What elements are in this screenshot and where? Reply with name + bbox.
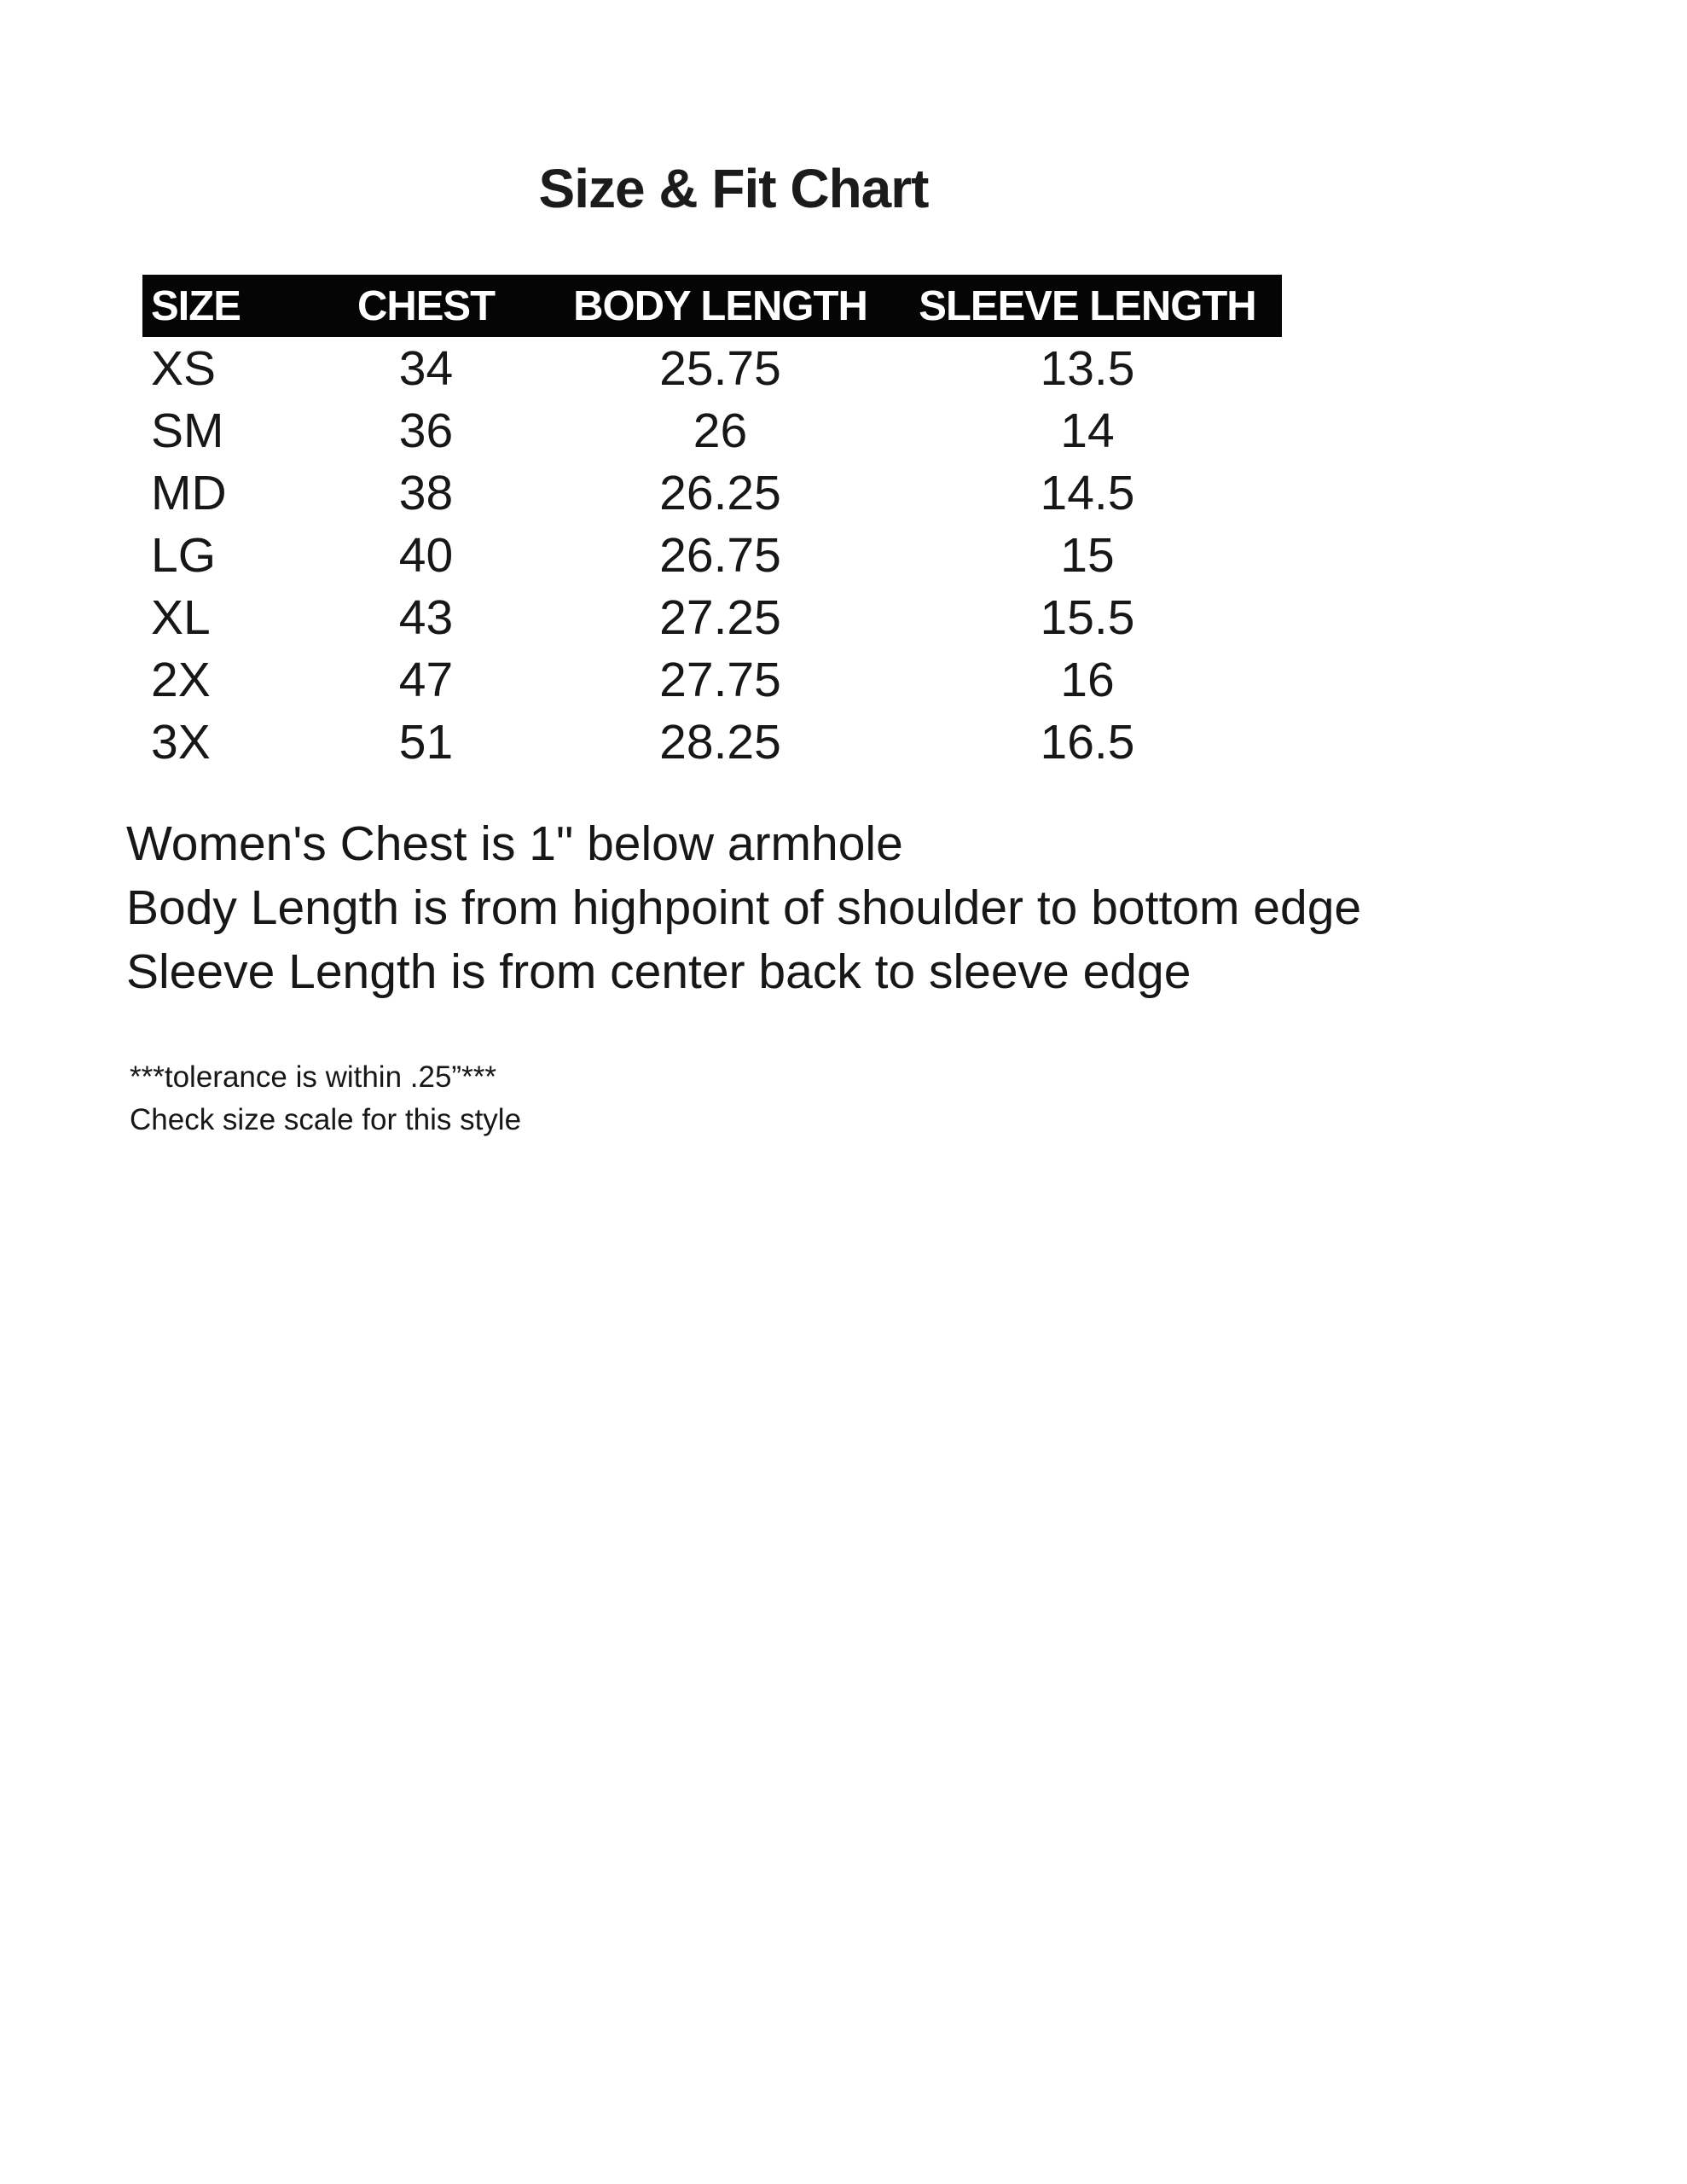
cell-size: 3X: [151, 714, 211, 770]
cell-body: 25.75: [659, 340, 781, 396]
cell-chest: 34: [398, 340, 454, 396]
footnote-tolerance: ***tolerance is within .25”***: [130, 1060, 496, 1094]
cell-body: 27.75: [659, 652, 781, 707]
cell-body: 28.25: [659, 714, 781, 770]
table-row: [142, 399, 1282, 462]
cell-size: 2X: [151, 652, 211, 707]
cell-sleeve: 14: [1060, 403, 1115, 458]
cell-sleeve: 15.5: [1040, 590, 1135, 645]
column-header-size: SIZE: [151, 282, 241, 329]
cell-size: SM: [151, 403, 224, 458]
footnotes: [130, 1056, 1153, 1141]
cell-chest: 51: [398, 714, 454, 770]
size-fit-table: [142, 275, 1282, 773]
cell-body: 26.25: [659, 465, 781, 520]
cell-body: 26: [693, 403, 748, 458]
table-row: [142, 586, 1282, 648]
note-chest: Women's Chest is 1" below armhole: [126, 816, 903, 871]
table-row: [142, 711, 1282, 773]
footnote-size-scale: Check size scale for this style: [130, 1103, 522, 1136]
cell-chest: 36: [398, 403, 454, 458]
note-sleeve-length: Sleeve Length is from center back to sleeve edge: [126, 944, 1191, 999]
cell-sleeve: 13.5: [1040, 340, 1135, 396]
cell-sleeve: 16.5: [1040, 714, 1135, 770]
column-header-body-length: BODY LENGTH: [573, 282, 867, 329]
cell-sleeve: 15: [1060, 527, 1115, 583]
cell-body: 26.75: [659, 527, 781, 583]
measurement-notes: [126, 812, 1491, 1004]
cell-size: XS: [151, 340, 217, 396]
cell-size: LG: [151, 527, 217, 583]
cell-size: XL: [151, 590, 211, 645]
table-row: [142, 524, 1282, 586]
cell-chest: 43: [398, 590, 454, 645]
page-title: Size & Fit Chart: [538, 158, 929, 219]
cell-body: 27.25: [659, 590, 781, 645]
table-body: [142, 337, 1282, 773]
cell-sleeve: 14.5: [1040, 465, 1135, 520]
table-row: [142, 648, 1282, 711]
note-body-length: Body Length is from highpoint of shoulder to bottom edge: [126, 880, 1362, 935]
column-header-sleeve-length: SLEEVE LENGTH: [919, 282, 1256, 329]
cell-chest: 47: [398, 652, 454, 707]
table-header-row: [142, 275, 1282, 337]
table-row: [142, 462, 1282, 524]
cell-chest: 40: [398, 527, 454, 583]
cell-sleeve: 16: [1060, 652, 1115, 707]
table-row: [142, 337, 1282, 399]
column-header-chest: CHEST: [357, 282, 496, 329]
cell-chest: 38: [398, 465, 454, 520]
cell-size: MD: [151, 465, 227, 520]
